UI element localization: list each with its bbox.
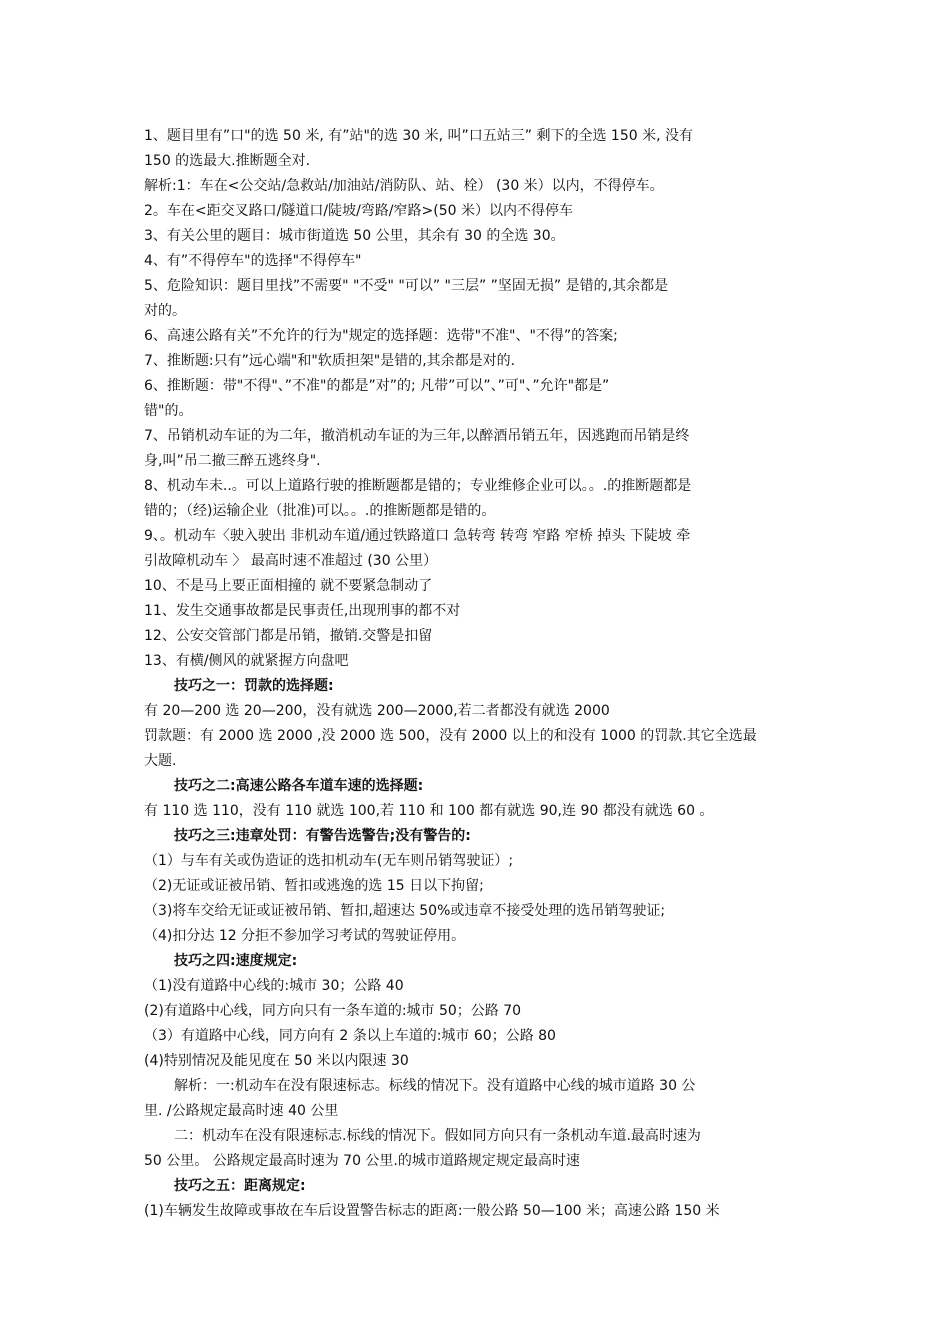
section-heading: 技巧之四:速度规定: [174,953,298,969]
text-line: （4)扣分达 12 分拒不参加学习考试的驾驶证停用。 [144,928,466,944]
text-line: 6、高速公路有关”不允许的行为"规定的选择题：选带"不准"、"不得”的答案; [144,328,618,344]
text-line: 里. /公路规定最高时速 40 公里 [144,1103,339,1119]
text-line: 有 20—200 选 20—200，没有就选 200—2000,若二者都没有就选 2000 [144,703,610,719]
text-line: 4、有”不得停车"的选择"不得停车" [144,253,362,269]
text-line: 解析：一:机动车在没有限速标志。标线的情况下。没有道路中心线的城市道路 30 公 [174,1078,696,1094]
text-line: 大题. [144,753,177,769]
text-line: (2)有道路中心线，同方向只有一条车道的:城市 50；公路 70 [144,1003,522,1019]
section-heading: 技巧之三:违章处罚：有警告选警告;没有警告的: [174,828,471,844]
text-line: 对的。 [144,303,186,319]
text-line: （1）与车有关或伪造证的选扣机动车(无车则吊销驾驶证）; [144,853,514,869]
section-heading: 技巧之二:高速公路各车道车速的选择题: [174,778,424,794]
section-heading: 技巧之五：距离规定: [174,1178,306,1194]
text-line: （3)将车交给无证或证被吊销、暂扣,超速达 50%或违章不接受处理的选吊销驾驶证; [144,903,666,919]
text-line: 解析:1：车在<公交站/急救站/加油站/消防队、站、栓） (30 米）以内，不得停车。 [144,178,664,194]
text-line: 8、机动车未..。可以上道路行驶的推断题都是错的；专业维修企业可以。。.的推断题都是 [144,478,692,494]
text-line: 6、推断题：带"不得"、”不准"的都是”对”的; 凡带”可以”、”可"、”允许"都是” [144,378,610,394]
text-line: 1、题目里有”口"的选 50 米, 有”站"的选 30 米, 叫”口五站三” 剩下的全选 150 米, 没有 [144,128,693,144]
text-line: 3、有关公里的题目：城市街道选 50 公里，其余有 30 的全选 30。 [144,228,565,244]
text-line: 50 公里。 公路规定最高时速为 70 公里.的城市道路规定规定最高时速 [144,1153,580,1169]
text-line: 9、。机动车〈驶入驶出 非机动车道/通过铁路道口 急转弯 转弯 窄路 窄桥 掉头 下陡坡 牵 [144,528,691,544]
text-line: 引故障机动车 〉 最高时速不准超过 (30 公里） [144,553,438,569]
text-line: 11、发生交通事故都是民事责任,出现刑事的都不对 [144,603,461,619]
text-line: 12、公安交管部门都是吊销，撤销.交警是扣留 [144,628,433,644]
section-heading: 技巧之一：罚款的选择题: [174,678,334,694]
text-line: 7、推断题:只有”远心端"和"软质担架"是错的,其余都是对的. [144,353,516,369]
text-line: （3）有道路中心线，同方向有 2 条以上车道的:城市 60；公路 80 [144,1028,556,1044]
text-line: 13、有横/侧风的就紧握方向盘吧 [144,653,349,669]
text-line: 错"的。 [144,403,193,419]
text-line: 5、危险知识：题目里找”不需要" "不受" "可以” "三层” ”坚固无损” 是错的,其余都是 [144,278,669,294]
text-line: 2。车在<距交叉路口/隧道口/陡坡/弯路/窄路>(50 米）以内不得停车 [144,203,573,219]
text-line: 二：机动车在没有限速标志.标线的情况下。假如同方向只有一条机动车道.最高时速为 [174,1128,701,1144]
text-line: 10、不是马上要正面相撞的 就不要紧急制动了 [144,578,433,594]
text-line: （1)没有道路中心线的:城市 30；公路 40 [144,978,404,994]
text-line: 7、吊销机动车证的为二年，撤消机动车证的为三年,以醉酒吊销五年，因逃跑而吊销是终 [144,428,690,444]
text-line: 错的；（经)运输企业（批准)可以。。.的推断题都是错的。 [144,503,496,519]
text-line: 150 的选最大.推断题全对. [144,153,311,169]
text-line: (1)车辆发生故障或事故在车后设置警告标志的距离:一般公路 50—100 米；高速公路 150 米 [144,1203,720,1219]
text-line: 罚款题：有 2000 选 2000 ,没 2000 选 500，没有 2000 以上的和没有 1000 的罚款.其它全选最 [144,728,757,744]
text-line: (4)特别情况及能见度在 50 米以内限速 30 [144,1053,409,1069]
text-line: 有 110 选 110，没有 110 就选 100,若 110 和 100 都有就选 90,连 90 都没有就选 60 。 [144,803,714,819]
text-line: （2)无证或证被吊销、暂扣或逃逸的选 15 日以下拘留; [144,878,484,894]
document-body [144,124,812,1224]
text-line: 身,叫”吊二撤三醉五逃终身". [144,453,321,469]
